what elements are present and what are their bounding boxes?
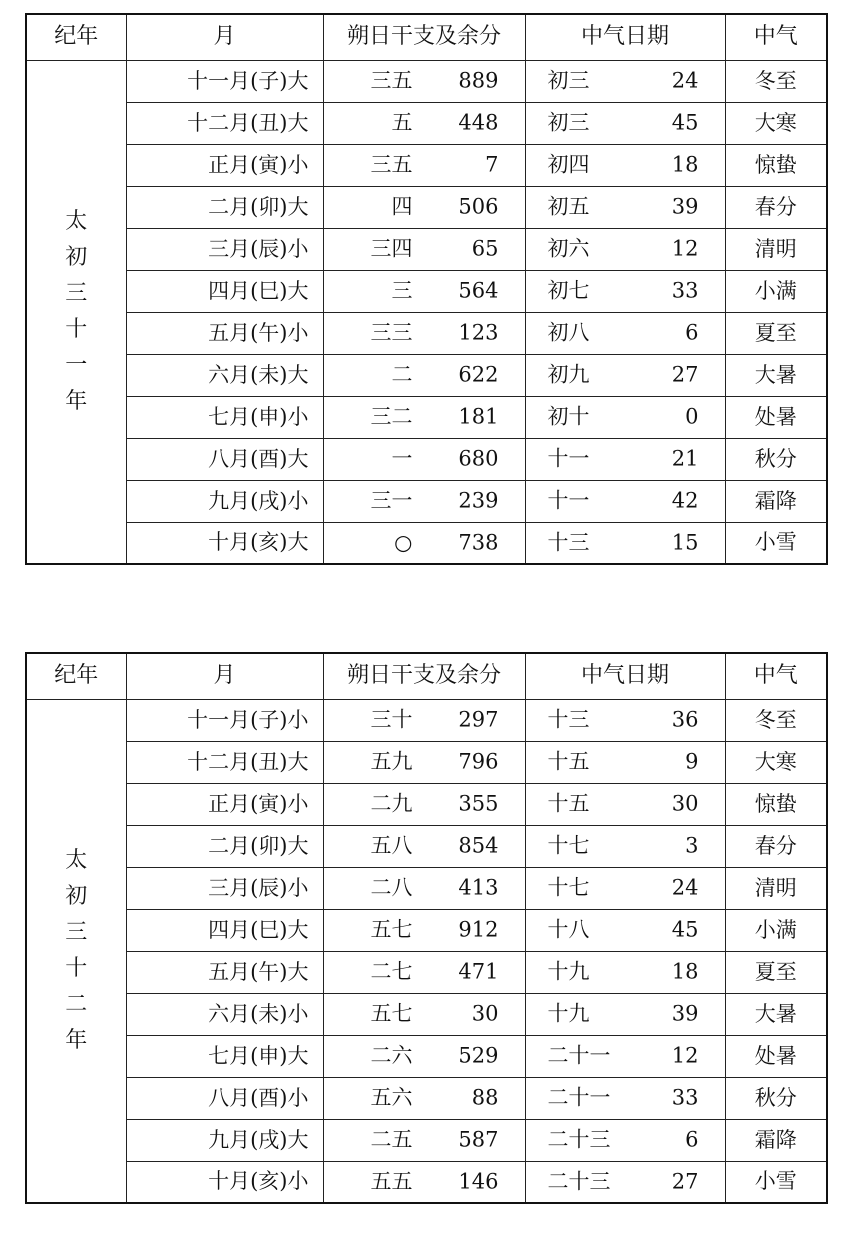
zhongqi-day: 初七	[547, 278, 590, 303]
header-zhongqi: 中气	[725, 653, 827, 699]
zhongqi-day: 初六	[547, 236, 590, 261]
shuo-ganzhi: 二九	[370, 791, 413, 816]
zhongqi-term: 清明	[725, 867, 827, 909]
zhongqi-date-cell	[525, 270, 725, 312]
zhongqi-day: 初四	[547, 152, 590, 177]
zhongqi-remainder: 15	[671, 530, 699, 555]
header-month: 月	[126, 14, 323, 60]
month-cell: 九月(戌)大	[126, 1119, 323, 1161]
shuo-remainder: 912	[458, 917, 499, 942]
zhongqi-remainder: 18	[671, 959, 699, 984]
zhongqi-remainder: 18	[671, 152, 699, 177]
shuo-cell	[323, 522, 525, 564]
shuo-remainder: 448	[458, 110, 499, 135]
zhongqi-term: 大寒	[725, 741, 827, 783]
shuo-remainder: 65	[471, 236, 499, 261]
shuo-remainder: 181	[458, 404, 499, 429]
zhongqi-day: 十三	[547, 530, 590, 555]
month-cell: 六月(未)小	[126, 993, 323, 1035]
table-row	[26, 228, 827, 270]
shuo-ganzhi: 五七	[370, 917, 413, 942]
shuo-remainder: 146	[458, 1169, 499, 1194]
zhongqi-term: 惊蛰	[725, 144, 827, 186]
zhongqi-date-cell	[525, 867, 725, 909]
month-cell: 正月(寅)小	[126, 144, 323, 186]
zhongqi-remainder: 6	[685, 320, 699, 345]
table-row	[26, 354, 827, 396]
header-row	[26, 653, 827, 699]
era-char: 十	[65, 316, 88, 342]
zhongqi-remainder: 24	[671, 875, 699, 900]
zhongqi-term: 大暑	[725, 354, 827, 396]
month-cell: 九月(戌)小	[126, 480, 323, 522]
zhongqi-term: 小满	[725, 270, 827, 312]
shuo-cell	[323, 312, 525, 354]
header-month: 月	[126, 653, 323, 699]
era-cell	[26, 60, 126, 564]
shuo-remainder: 88	[471, 1085, 499, 1110]
zhongqi-date-cell	[525, 993, 725, 1035]
zhongqi-date-cell	[525, 1077, 725, 1119]
shuo-ganzhi: 二七	[370, 959, 413, 984]
shuo-cell	[323, 867, 525, 909]
month-cell: 四月(巳)大	[126, 270, 323, 312]
month-cell: 三月(辰)小	[126, 867, 323, 909]
zhongqi-day: 二十三	[547, 1127, 611, 1152]
shuo-cell	[323, 1077, 525, 1119]
month-cell: 七月(申)小	[126, 396, 323, 438]
shuo-cell	[323, 438, 525, 480]
zhongqi-date-cell	[525, 909, 725, 951]
zhongqi-day: 十一	[547, 446, 590, 471]
zhongqi-day: 十五	[547, 791, 590, 816]
zhongqi-day: 十七	[547, 875, 590, 900]
shuo-ganzhi: 四	[391, 194, 413, 219]
zhongqi-day: 十八	[547, 917, 590, 942]
month-cell: 八月(酉)小	[126, 1077, 323, 1119]
header-row	[26, 14, 827, 60]
month-cell: 四月(巳)大	[126, 909, 323, 951]
zhongqi-day: 初五	[547, 194, 590, 219]
table-row	[26, 993, 827, 1035]
zhongqi-remainder: 24	[671, 68, 699, 93]
zhongqi-date-cell	[525, 783, 725, 825]
table-row	[26, 741, 827, 783]
shuo-ganzhi: 三三	[370, 320, 413, 345]
zhongqi-remainder: 42	[671, 488, 699, 513]
zhongqi-day: 二十一	[547, 1043, 611, 1068]
table-row	[26, 867, 827, 909]
shuo-remainder: 355	[458, 791, 499, 816]
shuo-ganzhi: 五八	[370, 833, 413, 858]
month-cell: 正月(寅)小	[126, 783, 323, 825]
header-shuo: 朔日干支及余分	[323, 14, 525, 60]
era-char: 初	[65, 883, 88, 909]
zhongqi-remainder: 27	[671, 1169, 699, 1194]
era-char: 年	[65, 1027, 88, 1053]
era-char: 十	[65, 955, 88, 981]
shuo-ganzhi: 三四	[370, 236, 413, 261]
zhongqi-term: 小雪	[725, 1161, 827, 1203]
month-cell: 八月(酉)大	[126, 438, 323, 480]
shuo-cell	[323, 909, 525, 951]
zhongqi-term: 处暑	[725, 396, 827, 438]
zhongqi-date-cell	[525, 480, 725, 522]
zhongqi-term: 冬至	[725, 60, 827, 102]
month-cell: 十一月(子)小	[126, 699, 323, 741]
zhongqi-date-cell	[525, 228, 725, 270]
table-row	[26, 825, 827, 867]
zhongqi-remainder: 33	[671, 1085, 699, 1110]
era-char: 初	[65, 244, 88, 270]
shuo-cell	[323, 741, 525, 783]
shuo-cell	[323, 270, 525, 312]
shuo-remainder: 738	[458, 530, 499, 555]
table-row	[26, 144, 827, 186]
shuo-ganzhi: 二	[391, 362, 413, 387]
zhongqi-term: 夏至	[725, 312, 827, 354]
zhongqi-remainder: 12	[671, 236, 699, 261]
shuo-ganzhi: ○	[394, 530, 413, 555]
shuo-ganzhi: 二五	[370, 1127, 413, 1152]
shuo-cell	[323, 228, 525, 270]
month-cell: 十二月(丑)大	[126, 741, 323, 783]
month-cell: 十月(亥)大	[126, 522, 323, 564]
zhongqi-day: 初三	[547, 110, 590, 135]
shuo-remainder: 889	[458, 68, 499, 93]
calendar-table-year-31	[25, 13, 828, 565]
zhongqi-day: 十三	[547, 707, 590, 732]
shuo-remainder: 239	[458, 488, 499, 513]
month-cell: 六月(未)大	[126, 354, 323, 396]
zhongqi-remainder: 21	[671, 446, 699, 471]
zhongqi-date-cell	[525, 396, 725, 438]
shuo-ganzhi: 五九	[370, 749, 413, 774]
zhongqi-day: 初三	[547, 68, 590, 93]
shuo-cell	[323, 60, 525, 102]
table-row	[26, 522, 827, 564]
zhongqi-term: 秋分	[725, 438, 827, 480]
shuo-cell	[323, 102, 525, 144]
shuo-remainder: 854	[458, 833, 499, 858]
zhongqi-date-cell	[525, 144, 725, 186]
shuo-remainder: 413	[458, 875, 499, 900]
calendar-table-year-32	[25, 652, 828, 1204]
table-row	[26, 480, 827, 522]
month-cell: 二月(卯)大	[126, 186, 323, 228]
shuo-cell	[323, 783, 525, 825]
table-row	[26, 312, 827, 354]
shuo-remainder: 506	[458, 194, 499, 219]
zhongqi-day: 二十三	[547, 1169, 611, 1194]
zhongqi-term: 惊蛰	[725, 783, 827, 825]
shuo-ganzhi: 三十	[370, 707, 413, 732]
zhongqi-term: 大寒	[725, 102, 827, 144]
shuo-ganzhi: 三一	[370, 488, 413, 513]
zhongqi-remainder: 3	[685, 833, 699, 858]
shuo-ganzhi: 三五	[370, 152, 413, 177]
zhongqi-date-cell	[525, 186, 725, 228]
zhongqi-remainder: 9	[685, 749, 699, 774]
zhongqi-term: 霜降	[725, 1119, 827, 1161]
shuo-ganzhi: 二六	[370, 1043, 413, 1068]
shuo-cell	[323, 1035, 525, 1077]
month-cell: 十月(亥)小	[126, 1161, 323, 1203]
zhongqi-date-cell	[525, 438, 725, 480]
shuo-remainder: 622	[458, 362, 499, 387]
zhongqi-term: 春分	[725, 186, 827, 228]
zhongqi-remainder: 33	[671, 278, 699, 303]
zhongqi-date-cell	[525, 951, 725, 993]
zhongqi-date-cell	[525, 825, 725, 867]
era-char: 三	[65, 280, 88, 306]
month-cell: 十一月(子)大	[126, 60, 323, 102]
shuo-cell	[323, 1161, 525, 1203]
zhongqi-remainder: 0	[685, 404, 699, 429]
shuo-remainder: 529	[458, 1043, 499, 1068]
shuo-ganzhi: 三五	[370, 68, 413, 93]
zhongqi-date-cell	[525, 312, 725, 354]
table-row	[26, 1161, 827, 1203]
zhongqi-term: 冬至	[725, 699, 827, 741]
table-row	[26, 396, 827, 438]
zhongqi-day: 十一	[547, 488, 590, 513]
header-era: 纪年	[26, 653, 126, 699]
shuo-ganzhi: 五六	[370, 1085, 413, 1110]
table-row	[26, 1119, 827, 1161]
month-cell: 二月(卯)大	[126, 825, 323, 867]
zhongqi-term: 霜降	[725, 480, 827, 522]
zhongqi-remainder: 6	[685, 1127, 699, 1152]
zhongqi-date-cell	[525, 1035, 725, 1077]
shuo-remainder: 471	[458, 959, 499, 984]
shuo-ganzhi: 二八	[370, 875, 413, 900]
zhongqi-date-cell	[525, 354, 725, 396]
table-row	[26, 186, 827, 228]
shuo-ganzhi: 五七	[370, 1001, 413, 1026]
zhongqi-remainder: 36	[671, 707, 699, 732]
zhongqi-remainder: 39	[671, 1001, 699, 1026]
shuo-cell	[323, 993, 525, 1035]
zhongqi-day: 十九	[547, 959, 590, 984]
zhongqi-date-cell	[525, 1119, 725, 1161]
zhongqi-day: 初九	[547, 362, 590, 387]
era-char: 一	[65, 352, 88, 378]
header-zhongqi-date: 中气日期	[525, 653, 725, 699]
era-char: 年	[65, 388, 88, 414]
shuo-remainder: 587	[458, 1127, 499, 1152]
zhongqi-remainder: 45	[671, 917, 699, 942]
table-row	[26, 783, 827, 825]
month-cell: 七月(申)大	[126, 1035, 323, 1077]
shuo-cell	[323, 186, 525, 228]
table-row	[26, 270, 827, 312]
shuo-remainder: 7	[485, 152, 499, 177]
shuo-cell	[323, 825, 525, 867]
table-row	[26, 102, 827, 144]
zhongqi-remainder: 27	[671, 362, 699, 387]
month-cell: 五月(午)小	[126, 312, 323, 354]
zhongqi-day: 初十	[547, 404, 590, 429]
shuo-remainder: 30	[471, 1001, 499, 1026]
shuo-ganzhi: 三	[391, 278, 413, 303]
zhongqi-date-cell	[525, 522, 725, 564]
zhongqi-term: 清明	[725, 228, 827, 270]
shuo-ganzhi: 一	[391, 446, 413, 471]
shuo-cell	[323, 354, 525, 396]
table-row	[26, 438, 827, 480]
shuo-cell	[323, 480, 525, 522]
table-row	[26, 951, 827, 993]
zhongqi-term: 处暑	[725, 1035, 827, 1077]
era-char: 二	[65, 991, 88, 1017]
zhongqi-day: 二十一	[547, 1085, 611, 1110]
zhongqi-day: 十五	[547, 749, 590, 774]
zhongqi-remainder: 45	[671, 110, 699, 135]
shuo-ganzhi: 三二	[370, 404, 413, 429]
zhongqi-term: 小雪	[725, 522, 827, 564]
zhongqi-date-cell	[525, 60, 725, 102]
era-char: 太	[65, 847, 88, 873]
zhongqi-term: 大暑	[725, 993, 827, 1035]
shuo-cell	[323, 951, 525, 993]
shuo-remainder: 680	[458, 446, 499, 471]
zhongqi-remainder: 39	[671, 194, 699, 219]
table-row	[26, 60, 827, 102]
zhongqi-date-cell	[525, 741, 725, 783]
table-row	[26, 1077, 827, 1119]
table-row	[26, 909, 827, 951]
shuo-cell	[323, 144, 525, 186]
header-era: 纪年	[26, 14, 126, 60]
zhongqi-date-cell	[525, 1161, 725, 1203]
shuo-cell	[323, 699, 525, 741]
shuo-remainder: 123	[458, 320, 499, 345]
shuo-remainder: 796	[458, 749, 499, 774]
zhongqi-date-cell	[525, 699, 725, 741]
zhongqi-term: 夏至	[725, 951, 827, 993]
zhongqi-date-cell	[525, 102, 725, 144]
zhongqi-day: 十七	[547, 833, 590, 858]
era-char: 太	[65, 208, 88, 234]
shuo-remainder: 564	[458, 278, 499, 303]
zhongqi-term: 春分	[725, 825, 827, 867]
zhongqi-term: 小满	[725, 909, 827, 951]
shuo-remainder: 297	[458, 707, 499, 732]
header-zhongqi: 中气	[725, 14, 827, 60]
zhongqi-day: 十九	[547, 1001, 590, 1026]
zhongqi-term: 秋分	[725, 1077, 827, 1119]
shuo-ganzhi: 五	[391, 110, 413, 135]
shuo-cell	[323, 1119, 525, 1161]
zhongqi-day: 初八	[547, 320, 590, 345]
era-char: 三	[65, 919, 88, 945]
header-zhongqi-date: 中气日期	[525, 14, 725, 60]
zhongqi-remainder: 12	[671, 1043, 699, 1068]
month-cell: 五月(午)大	[126, 951, 323, 993]
table-row	[26, 1035, 827, 1077]
era-cell	[26, 699, 126, 1203]
shuo-cell	[323, 396, 525, 438]
shuo-ganzhi: 五五	[370, 1169, 413, 1194]
month-cell: 十二月(丑)大	[126, 102, 323, 144]
table-row	[26, 699, 827, 741]
month-cell: 三月(辰)小	[126, 228, 323, 270]
zhongqi-remainder: 30	[671, 791, 699, 816]
header-shuo: 朔日干支及余分	[323, 653, 525, 699]
